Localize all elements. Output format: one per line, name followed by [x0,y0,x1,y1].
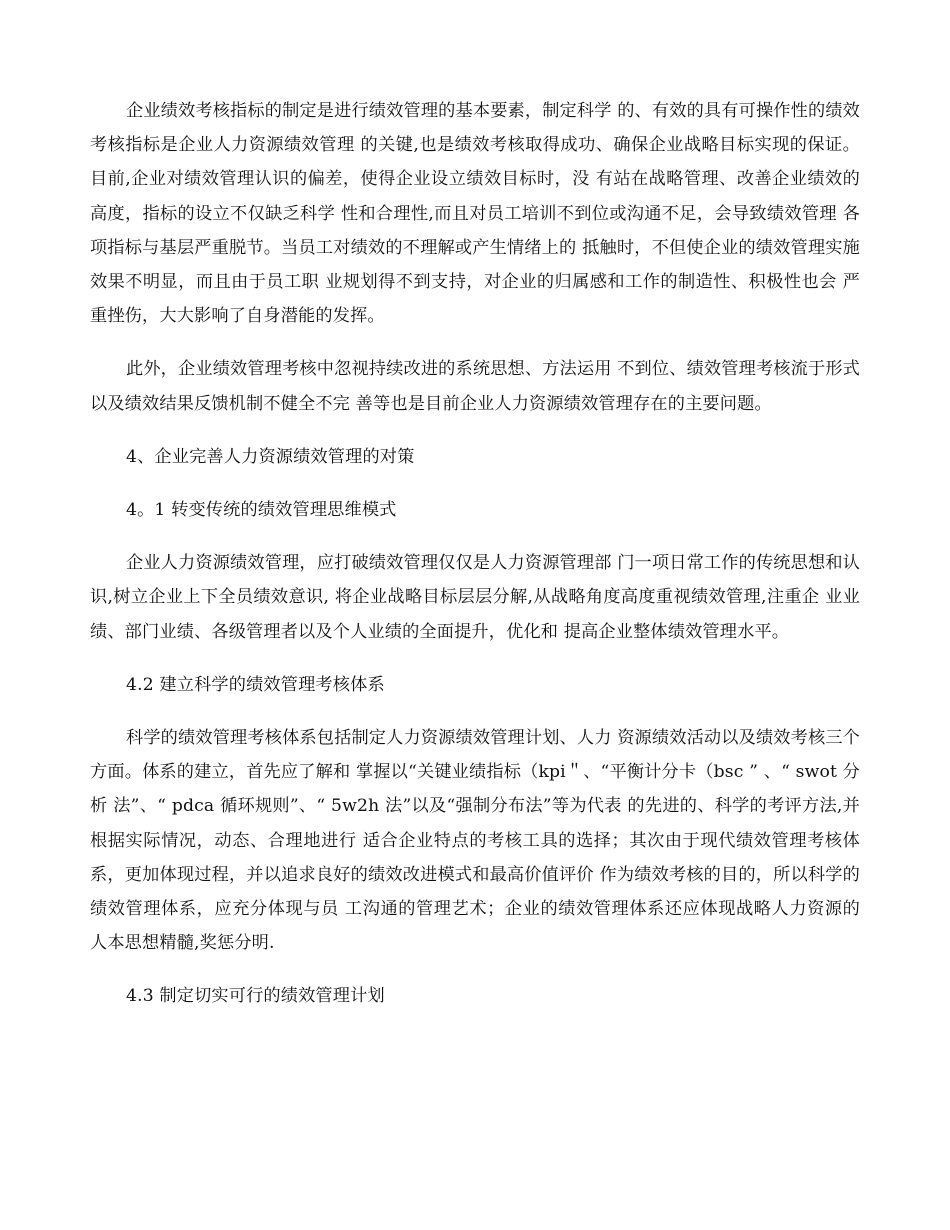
paragraph-assessment-system: 科学的绩效管理考核体系包括制定人力资源绩效管理计划、人力 资源绩效活动以及绩效考核三个方面。体系的建立，首先应了解和 掌握以“关键业绩指标（kpi＂、“平衡计分卡（bsc ” 、“ swot 分析 法”、“ pdca 循环规则”、“ 5w2h 法”以及“强制分布法”等为代表 的先进的、科学的考评方法,并根据实际情况，动态、合理地进行 适合企业特点的考核工具的选择；其次由于现代绩效管理考核体 系，更加体现过程，并以追求良好的绩效改进模式和最高价值评价 作为绩效考核的目的，所以科学的绩效管理体系，应充分体现与员 工沟通的管理艺术；企业的绩效管理体系还应体现战略人力资源的 人本思想精髓,奖惩分明. [90,728,860,954]
paragraph-indicator-setting: 企业绩效考核指标的制定是进行绩效管理的基本要素，制定科学 的、有效的具有可操作性的绩效考核指标是企业人力资源绩效管理 的关键,也是绩效考核取得成功、确保企业战略目标实现的保证。 目前,企业对绩效管理认识的偏差，使得企业设立绩效目标时，没 有站在战略管理、改善企业绩效的高度，指标的设立不仅缺乏科学 性和合理性,而且对员工培训不到位或沟通不足，会导致绩效管理 各项指标与基层严重脱节。当员工对绩效的不理解或产生情绪上的 抵触时，不但使企业的绩效管理实施效果不明显，而且由于员工职 业规划得不到支持，对企业的归属感和工作的制造性、积极性也会 严重挫伤，大大影响了自身潜能的发挥。 [90,101,860,327]
subsection-heading-4-1: 4。1 转变传统的绩效管理思维模式 [126,500,397,521]
paragraph-transform-thinking: 企业人力资源绩效管理，应打破绩效管理仅仅是人力资源管理部 门一项日常工作的传统思想和认识,树立企业上下全员绩效意识, 将企业战略目标层层分解,从战略角度高度重视绩效管理,注重企 业业绩、部门业绩、各级管理者以及个人业绩的全面提升，优化和 提高企业整体绩效管理水平。 [90,553,860,642]
subsection-heading-4-3: 4.3 制定切实可行的绩效管理计划 [126,986,385,1007]
document-page [90,94,860,1033]
paragraph-other-problems: 此外，企业绩效管理考核中忽视持续改进的系统思想、方法运用 不到位、绩效管理考核流于形式以及绩效结果反馈机制不健全不完 善等也是目前企业人力资源绩效管理存在的主要问题。 [90,359,860,414]
subsection-heading-4-2: 4.2 建立科学的绩效管理考核体系 [126,674,385,695]
section-heading-4: 4、企业完善人力资源绩效管理的对策 [126,446,415,467]
